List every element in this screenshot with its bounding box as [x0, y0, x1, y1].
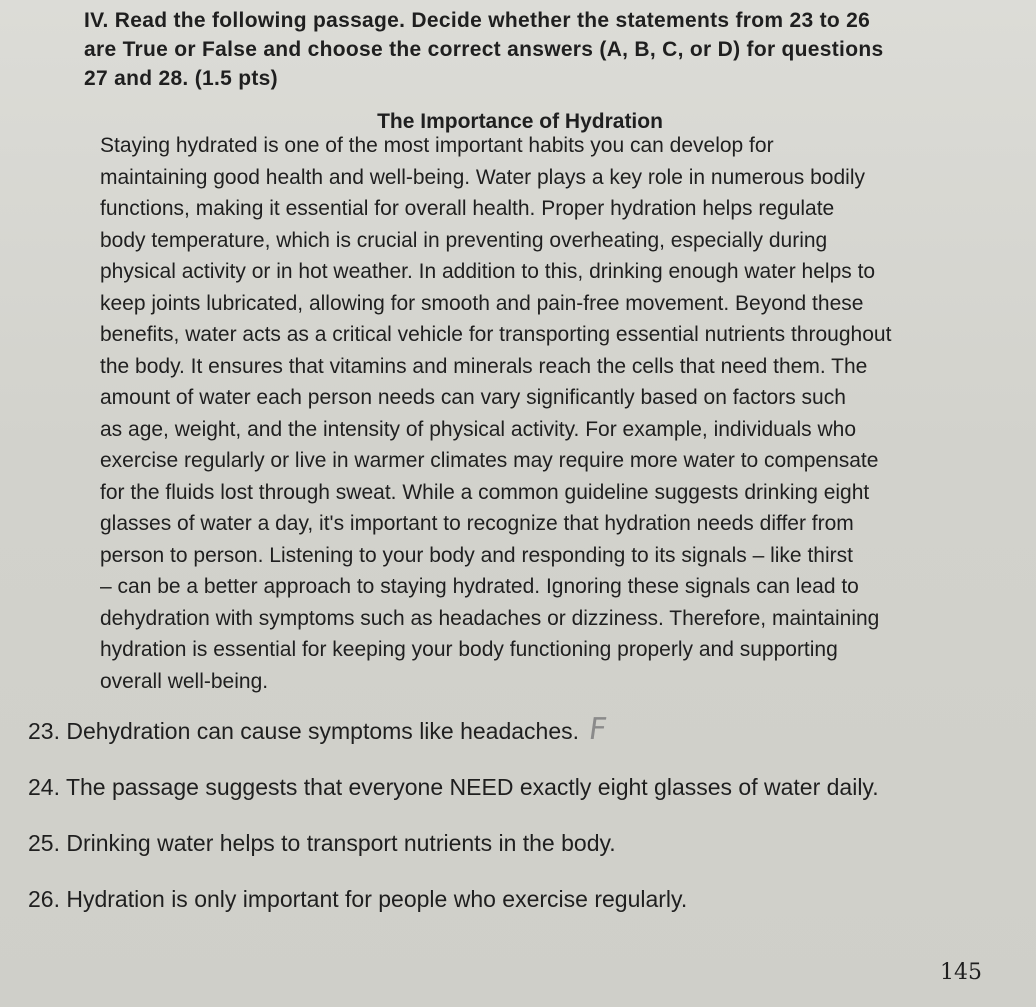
question-text: 23. Dehydration can cause symptoms like headaches.: [28, 718, 580, 744]
question-26: [28, 871, 988, 927]
passage-line: overall well-being.: [100, 669, 269, 693]
passage-line: functions, making it essential for overall health. Proper hydration helps regulate: [100, 197, 835, 220]
passage-line: person to person. Listening to your body and responding to its signals – like thirst: [100, 543, 853, 567]
passage-line: physical activity or in hot weather. In addition to this, drinking enough water helps to: [100, 260, 876, 283]
page-number: 145: [940, 960, 982, 985]
passage-line: – can be a better approach to staying hydrated. Ignoring these signals can lead to: [100, 575, 859, 598]
question-text: 25. Drinking water helps to transport nutrients in the body.: [28, 830, 616, 856]
section-instructions: IV. Read the following passage. Decide whether the statements from 23 to 26 are True or False and choose the correct answers (A, B, C, or D) for questions 27 and 28. (1.5 pts): [84, 9, 884, 90]
passage-line: body temperature, which is crucial in preventing overheating, especially during: [100, 228, 828, 252]
passage-line: hydration is essential for keeping your body functioning properly and supporting: [100, 638, 838, 661]
handwritten-answer: F: [586, 712, 609, 747]
question-23: [28, 702, 988, 759]
question-text: 26. Hydration is only important for people who exercise regularly.: [28, 886, 688, 912]
question-25: [28, 815, 988, 871]
passage-line: maintaining good health and well-being. Water plays a key role in numerous bodily: [100, 165, 865, 189]
passage-line: as age, weight, and the intensity of physical activity. For example, individuals who: [100, 417, 856, 441]
question-text: 24. The passage suggests that everyone NEED exactly eight glasses of water daily.: [28, 774, 879, 800]
reading-passage: [60, 130, 915, 697]
question-24: [28, 759, 988, 815]
passage-line: keep joints lubricated, allowing for smooth and pain-free movement. Beyond these: [100, 291, 864, 315]
passage-line: for the fluids lost through sweat. While a common guideline suggests drinking eight: [100, 480, 870, 504]
passage-line: exercise regularly or live in warmer climates may require more water to compensate: [100, 449, 879, 472]
passage-line: glasses of water a day, it's important to recognize that hydration needs differ from: [100, 512, 854, 535]
passage-line: dehydration with symptoms such as headaches or dizziness. Therefore, maintaining: [100, 606, 880, 630]
passage-line: the body. It ensures that vitamins and minerals reach the cells that need them. The: [100, 354, 868, 378]
passage-title: The Importance of Hydration: [377, 110, 663, 133]
true-false-questions: [28, 702, 988, 927]
passage-line: benefits, water acts as a critical vehicle for transporting essential nutrients throughout: [100, 323, 892, 346]
passage-line: amount of water each person needs can vary significantly based on factors such: [100, 386, 846, 409]
passage-line: Staying hydrated is one of the most important habits you can develop for: [100, 134, 774, 157]
